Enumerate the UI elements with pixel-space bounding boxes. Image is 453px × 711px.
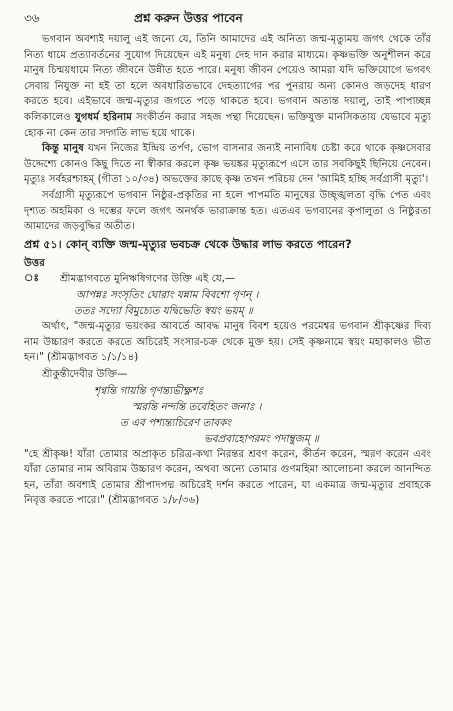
bhagavatam-verse-line-1: আপন্নঃ সংসৃতিং ঘোরাং যন্নাম বিবশো গৃণন্ । xyxy=(76,288,259,301)
paragraph-death xyxy=(24,141,431,188)
paragraph-mercy-rest: সংকীর্তন করার সহজ পন্থা দিয়েছেন। ভক্তিযুক্ত মানসিকতায় যেভাবে মৃত্যু হোক না কেন তার সদ্গতি লাভ হয়ে থাকে। xyxy=(24,111,432,139)
kunti-heading: শ্রীকুন্তীদেবীর উক্তি— xyxy=(42,368,128,380)
paragraph-death-text: যখন নিজের ইন্দ্রিয় তর্পণ, ভোগ বাসনার জন্যই নানাবিধ চেষ্টা করে থাকে কৃষ্ণসেবার উদ্দেশ্যে কোনও কিছু দিতে না স্বীকার করলে কৃষ্ণ ভয়ঙ্কর মৃত্যুরূপে এসে তার সবকিছুই ছিনিয়ে নেবেন। মৃত্যুঃ সর্বহরশ্চাহম্ (গীতা ১০/৩৪) অভক্তের কাছে কৃষ্ণ তখন পরিচয় দেন 'আমিই হচ্ছি সর্বগ্রাসী মৃত্যু'। xyxy=(24,143,431,186)
kunti-verse-line-3: ত এব পশ্যন্ত্যচিরেণ তাবকং xyxy=(120,416,231,429)
running-title: প্রশ্ন করুন উত্তর পাবেন xyxy=(134,11,243,25)
kunti-verse-line-2: স্মরন্তি নন্দন্তি তবেহিতং জনাঃ । xyxy=(132,400,262,413)
paragraph-death-bold: কিন্তু মানুষ xyxy=(42,143,84,155)
answer-intro-text: শ্রীমদ্ভাগবতে মুনিঋষিগণের উক্তি এই যে,— xyxy=(60,273,236,285)
paragraph-kunti-translation: "হে শ্রীকৃষ্ণ! যাঁরা তোমার অপ্রাকৃত চরিত্র-কথা নিরন্তর শ্রবণ করেন, কীর্তন করেন, স্মরণ করেন এবং যাঁরা তোমার নাম অবিরাম উচ্চারণ করেন, অথবা অন্যে তোমার গুণমহিমা আলোচনা করলে আনন্দিত হন, তাঁরা অবশ্যই তোমার শ্রীপাদপদ্ম অচিরেই দর্শন করতে পারেন, যা একমাত্র জন্ম-মৃত্যুর প্রবাহকে নিবৃত্ত করতে পারে।" (শ্রীমদ্ভাগবত ১/৮/৩৬) xyxy=(24,448,431,507)
paragraph-mercy-text: ভগবান অবশ্যই দয়ালু এই জন্যে যে, তিনি আমাদের এই অনিত্য জন্ম-মৃত্যুময় জগৎ থেকে তাঁর নিত্য ধামে প্রত্যাবর্তনের সুযোগ দিয়েছেন এই মনুষ্য দেহ দান করার মাধ্যমে। কৃষ্ণভক্তি অনুশীলন করে মানুষ চিন্ময়ধামে নিত্য জীবনে উন্নীত হতে পারে। মনুষ্য জীবন পেয়েও আমরা যদি ভক্তিযোগে ভগবৎ সেবায় নিযুক্ত না হই তা হলে অবধারিতভাবে দেহত্যাগের পর পুনরায় অন্য কোনও জড়দেহ ধারণ করতে হবে। এইভাবে জন্ম-মৃত্যুর জগতে পড়ে থাকতে হবে। ভগবান অত্যন্ত দয়ালু, তাই পাপাচ্ছন্ন কলিকালেও xyxy=(24,34,431,123)
answer-intro xyxy=(24,256,431,287)
question-51: প্রশ্ন ৫১। কোন্ ব্যক্তি জন্ম-মৃত্যুর ভবচক্র থেকে উদ্ধার লাভ করতে পারেন? xyxy=(24,237,352,251)
paragraph-mercy xyxy=(24,32,431,141)
answer-label: উত্তর ঃ xyxy=(24,257,45,285)
paragraph-mercy-bold: যুগধর্ম হরিনাম xyxy=(75,111,132,123)
page-number: ৩৬ xyxy=(24,11,40,25)
page-header xyxy=(24,10,431,28)
kunti-verse-line-4: ভবপ্রবাহোপরমং পদাম্বুজম্ ॥ xyxy=(204,432,319,445)
bhagavatam-verse-line-2: ততঃ সদ্যো বিমুচ্যেত যদ্বিভেতি স্বয়ং ভয়ম্ ॥ xyxy=(74,304,253,317)
paragraph-verse-meaning: অর্থাৎ, "জন্ম-মৃত্যুর ভয়ংকর আবর্তে আবদ্ধ মানুষ বিবশ হয়েও পরমেশ্বর ভগবান শ্রীকৃষ্ণের দিব্য নাম উচ্চারণ করতে করতে অচিরেই সংসার-চক্র থেকে মুক্ত হয়। সেই কৃষ্ণনামে স্বয়ং মহাকালও ভীত হন।" (শ্রীমদ্ভাগবত ১/১/১৪) xyxy=(24,320,431,364)
kunti-verse-line-1: শৃণ্বন্তি গায়ন্তি গৃণন্ত্যভীক্ষ্ণশঃ xyxy=(94,384,204,397)
paragraph-cruelty: সর্বগ্রাসী মৃত্যুরূপে ভগবান নিষ্ঠুর-প্রকৃতির না হলে পাপমতি মানুষের উচ্ছৃঙ্খলতা বৃদ্ধি পেত এবং দৃশ্যত অহমিকা ও দম্ভের ফলে জগৎ অনর্থক ভারাক্রান্ত হত। এতএব ভগবানের কৃপালুতা ও নিষ্ঠুরতা আমাদের জড়বুদ্ধির অতীত। xyxy=(24,189,431,233)
